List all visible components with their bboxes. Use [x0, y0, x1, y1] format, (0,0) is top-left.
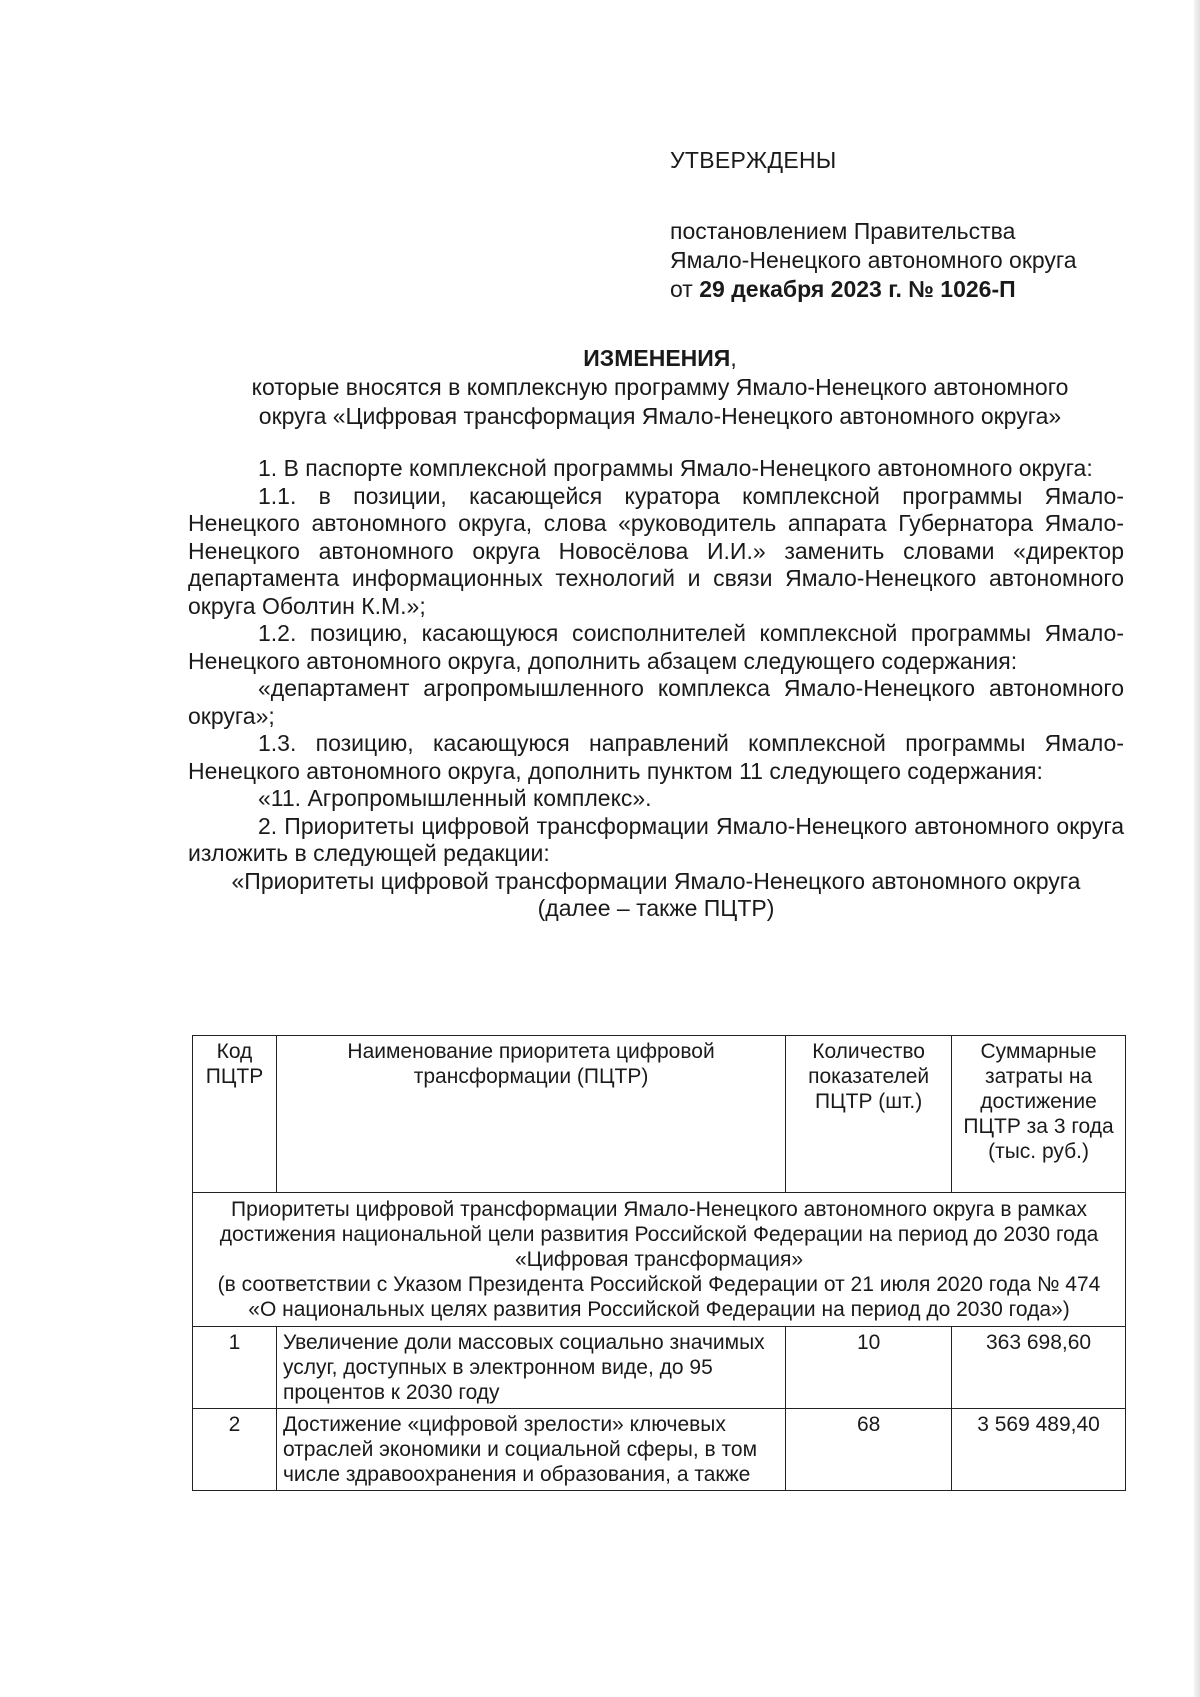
header-code: Код ПЦТР — [193, 1036, 277, 1193]
paragraph-1-3: 1.3. позицию, касающуюся направлений комплексной программы Ямало-Ненецкого автономного округа, дополнить пунктом 11 следующего содержания: — [188, 730, 1124, 784]
document-heading — [180, 344, 1140, 431]
approval-date-line — [670, 275, 1077, 304]
row-cost: 3 569 489,40 — [952, 1409, 1126, 1491]
table-row — [193, 1409, 1126, 1491]
table-title-1: «Приоритеты цифровой трансформации Ямало-Ненецкого автономного округа — [231, 867, 1081, 894]
approval-line-1: постановлением Правительства — [670, 218, 1016, 244]
paragraph-1-1: 1.1. в позиции, касающейся куратора комплексной программы Ямало-Ненецкого автономного округа, слова «руководитель аппарата Губернатора Ямало-Ненецкого автономного округа Новосёлова И.И.» заменить словами «директор департамента информационных технологий и связи Ямало-Ненецкого автономного округа Оболтин К.М.»; — [188, 482, 1124, 619]
table-row — [193, 1327, 1126, 1409]
header-name: Наименование приоритета цифровой трансформации (ПЦТР) — [276, 1036, 785, 1193]
approval-date: 29 декабря 2023 г. № 1026-П — [699, 276, 1016, 302]
section-cell — [193, 1193, 1126, 1327]
document-title-suffix: , — [730, 345, 737, 371]
document-subtitle-2: округа «Цифровая трансформация Ямало-Ненецкого автономного округа» — [258, 403, 1062, 429]
document-body — [188, 455, 1124, 923]
row-code: 1 — [193, 1327, 277, 1409]
paragraph-1: 1. В паспорте комплексной программы Ямало-Ненецкого автономного округа: — [258, 455, 1093, 481]
table-section-row — [193, 1193, 1126, 1327]
row-count: 10 — [786, 1327, 952, 1409]
row-name: Увеличение доли массовых социально значимых услуг, доступных в электронном виде, до 95 процентов к 2030 году — [276, 1327, 785, 1409]
section-line-1: Приоритеты цифровой трансформации Ямало-Ненецкого автономного округа в рамках достижения национальной цели развития Российской Федерации на период до 2030 года «Цифровая трансформация» — [219, 1198, 1099, 1271]
approval-stamp: УТВЕРЖДЕНЫ — [670, 147, 837, 173]
paragraph-quote-item-11: «11. Агропромышленный комплекс». — [258, 785, 652, 811]
approval-block — [670, 146, 1077, 304]
document-title: ИЗМЕНЕНИЯ — [583, 345, 731, 371]
paragraph-quote-department: «департамент агропромышленного комплекса Ямало-Ненецкого автономного округа»; — [188, 675, 1124, 729]
approval-date-prefix: от — [670, 276, 693, 302]
row-cost: 363 698,60 — [952, 1327, 1126, 1409]
paragraph-2: 2. Приоритеты цифровой трансформации Ямало-Ненецкого автономного округа изложить в следующей редакции: — [188, 812, 1124, 866]
section-line-2: (в соответствии с Указом Президента Российской Федерации от 21 июля 2020 года № 474 «О национальных целях развития Российской Федерации на период до 2030 года») — [217, 1273, 1101, 1321]
priorities-table — [192, 1035, 1126, 1491]
row-count: 68 — [786, 1409, 952, 1491]
table-header-row — [193, 1036, 1126, 1193]
page-edge — [1194, 0, 1200, 1697]
approval-line-2: Ямало-Ненецкого автономного округа — [670, 247, 1077, 273]
row-code: 2 — [193, 1409, 277, 1491]
document-subtitle-1: которые вносятся в комплексную программу Ямало-Ненецкого автономного — [251, 374, 1069, 400]
header-cost: Суммарные затраты на достижение ПЦТР за 3 года (тыс. руб.) — [952, 1036, 1126, 1193]
paragraph-1-2: 1.2. позицию, касающуюся соисполнителей комплексной программы Ямало-Ненецкого автономного округа, дополнить абзацем следующего содержания: — [188, 620, 1124, 674]
header-count: Количество показателей ПЦТР (шт.) — [786, 1036, 952, 1193]
table-title-2: (далее – также ПЦТР) — [537, 895, 775, 921]
row-name: Достижение «цифровой зрелости» ключевых отраслей экономики и социальной сферы, в том числе здравоохранения и образования, а также — [276, 1409, 785, 1491]
document-title-line — [180, 344, 1140, 373]
